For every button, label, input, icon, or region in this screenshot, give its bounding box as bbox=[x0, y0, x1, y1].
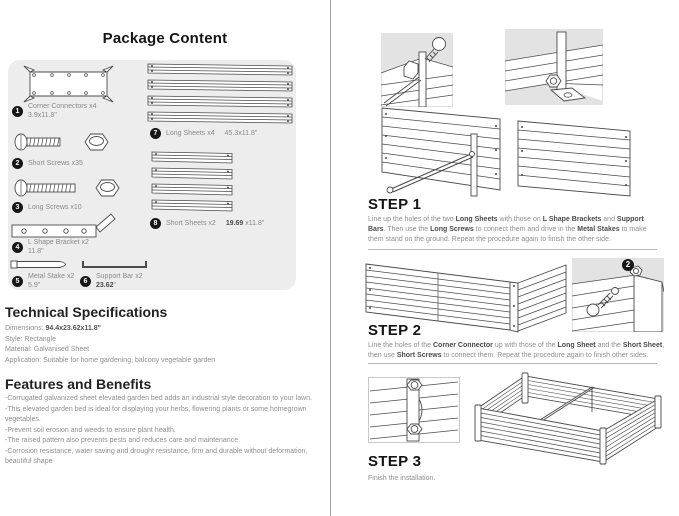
step3-bracket-detail-illustration bbox=[368, 377, 460, 443]
part-dimension: 3.9x11.8" bbox=[28, 112, 57, 119]
step3-title: STEP 3 bbox=[368, 453, 422, 470]
part-number-badge: 5 bbox=[12, 276, 23, 287]
part-number-badge: 2 bbox=[12, 158, 23, 169]
feature-item: -The raised pattern also prevents pests and reduces care and maintenance. bbox=[5, 437, 241, 444]
step3-text: Finish the installation. bbox=[368, 475, 436, 482]
part-item-short-screws bbox=[12, 158, 83, 169]
step2-corner-detail bbox=[572, 258, 664, 332]
part-label: Corner Connectors x4 bbox=[28, 103, 97, 110]
part-item-support-bar bbox=[80, 272, 143, 290]
feature-item: -Corrosion resistance, water saving and drought resistance, firm and durable without deformation, beautiful shape bbox=[5, 447, 308, 465]
spec-material: Material: Galvanised Sheet bbox=[5, 346, 90, 353]
spec-application: Application: Suitable for home gardening, balcony vegetable garden bbox=[5, 356, 216, 364]
part-dimension: 11.8" bbox=[28, 248, 44, 255]
part-item-metal-stake bbox=[12, 272, 74, 290]
part-item-long-sheets bbox=[150, 128, 257, 139]
part-item-l-shape-bracket bbox=[12, 238, 89, 256]
feature-item: -Corrugated galvanized sheet elevated garden bed adds an industrial style decoration to your lawn. bbox=[5, 395, 313, 402]
step2-divider bbox=[368, 363, 657, 364]
part-label: Long Sheets x4 bbox=[166, 130, 215, 137]
technical-specifications-title: Technical Specifications bbox=[5, 304, 168, 320]
step2-corner-detail-illustration bbox=[572, 258, 664, 332]
support-bar-illustration bbox=[80, 258, 150, 270]
features-list bbox=[5, 394, 329, 468]
specs-list bbox=[5, 324, 327, 366]
short-sheets-illustration bbox=[150, 150, 236, 214]
step1-divider bbox=[368, 249, 657, 250]
center-divider bbox=[330, 0, 331, 516]
step1-panels-illustration bbox=[378, 106, 636, 198]
part-dimension: 5.9" bbox=[28, 282, 41, 289]
part-label: Short Sheets x2 bbox=[166, 220, 216, 227]
step1-text: Line up the holes of the two Long Sheets with those on L Shape Brackets and Support Bars. Then use the Long Screws to connect them and drive in the Metal Stakes to make them stand on the ground. Repeat the procedure again to finish the other side. bbox=[368, 216, 647, 243]
step1-title: STEP 1 bbox=[368, 196, 422, 213]
part-number-badge: 6 bbox=[80, 276, 91, 287]
step1-screw-detail-illustration bbox=[381, 33, 453, 107]
part-label: Metal Stake x2 bbox=[28, 273, 75, 280]
part-item-short-sheets bbox=[150, 218, 264, 229]
long-sheets-illustration bbox=[146, 62, 296, 126]
feature-item: -Prevent soil erosion and weeds to ensure plant health. bbox=[5, 426, 176, 434]
part-label: Short Screws x35 bbox=[28, 160, 83, 167]
part-dimension: 45.3x11.8" bbox=[224, 130, 258, 137]
features-benefits-title: Features and Benefits bbox=[5, 376, 152, 392]
spec-dimensions: Dimensions: 94.4x23.62x11.8" bbox=[5, 325, 101, 332]
part-number-badge: 3 bbox=[12, 202, 23, 213]
step1-bracket-foot-detail-illustration bbox=[505, 29, 603, 105]
part-number-badge: 1 bbox=[12, 106, 23, 117]
step2-text: Line the holes of the Corner Connector up with those of the Long Sheet and the Short Sheet, then use Short Screws to connect them. Repeat the procedure again to finish other sides. bbox=[368, 342, 665, 359]
part-item-corner-connectors bbox=[12, 102, 96, 120]
long-screw-illustration bbox=[12, 176, 136, 200]
metal-stake-illustration bbox=[10, 258, 74, 270]
finished-bed-illustration bbox=[472, 370, 664, 466]
spec-style: Style: Rectangle bbox=[5, 335, 56, 343]
step2-title: STEP 2 bbox=[368, 322, 422, 339]
part-number-badge: 7 bbox=[150, 128, 161, 139]
part-number-badge: 8 bbox=[150, 218, 161, 229]
part-dimension: 19.69 x11.8" bbox=[225, 220, 265, 227]
step2-part-badge: 2 bbox=[622, 259, 634, 271]
corner-connector-illustration bbox=[20, 64, 118, 104]
short-screw-illustration bbox=[12, 130, 120, 154]
part-dimension: 23.62" bbox=[96, 282, 117, 289]
package-content-panel bbox=[8, 60, 296, 290]
part-label: L Shape Bracket x2 bbox=[28, 239, 89, 246]
feature-item: -This elevated garden bed is ideal for displaying your herbs, flowering plants or some homegrown vegetables. bbox=[5, 405, 307, 423]
package-content-title: Package Content bbox=[102, 30, 228, 47]
part-number-badge: 4 bbox=[12, 242, 23, 253]
part-label: Support Bar x2 bbox=[96, 273, 143, 280]
part-label: Long Screws x10 bbox=[28, 204, 82, 211]
